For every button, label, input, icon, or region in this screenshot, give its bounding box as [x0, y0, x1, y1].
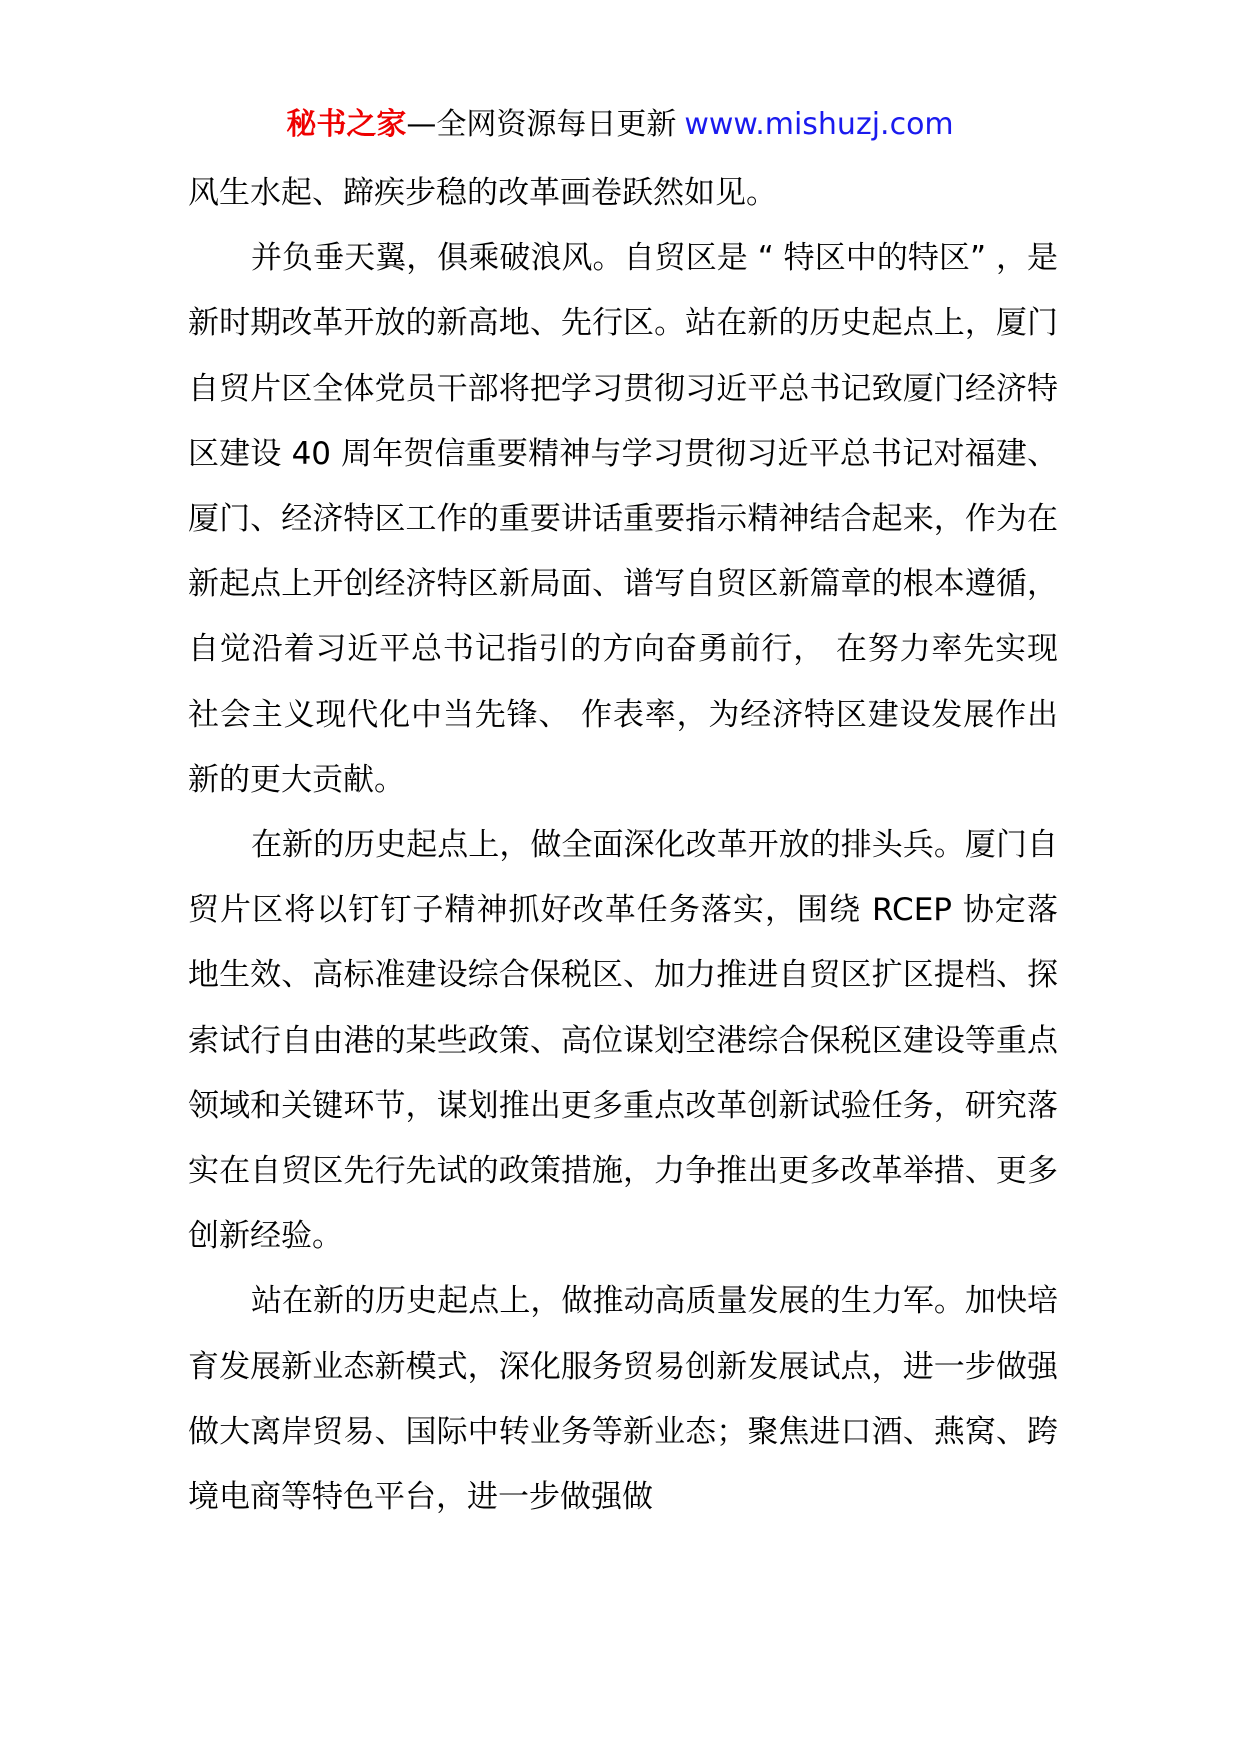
paragraph-free-trade-zone: 并负垂天翼，俱乘破浪风。自贸区是 “ 特区中的特区” ，是新时期改革开放的新高地、先行区。站在新的历史起点上，厦门自贸片区全体党员干部将把学习贯彻习近平总书记致厦门经济特区建设 40 周年贺信重要精神与学习贯彻习近平总书记对福建、厦门、经济特区工作的重要讲话重要指示精神结合起来，作为在新起点上开创经济特区新局面、谱写自贸区新篇章的根本遵循，自觉沿着习近平总书记指引的方向奋勇前行， 在努力率先实现社会主义现代化中当先锋、 作表率，为经济特区建设发展作出新的更大贡献。 — [188, 240, 1058, 798]
document-body — [188, 161, 1058, 1530]
header-tagline: —全网资源每日更新 — [406, 107, 677, 142]
page-header — [0, 100, 1240, 150]
paragraph-reform-opening: 在新的历史起点上，做全面深化改革开放的排头兵。厦门自贸片区将以钉钉子精神抓好改革任务落实，围绕 RCEP 协定落地生效、高标准建设综合保税区、加力推进自贸区扩区提档、探索试行自由港的某些政策、高位谋划空港综合保税区建设等重点领域和关键环节，谋划推出更多重点改革创新试验任务，研究落实在自贸区先行先试的政策措施，力争推出更多改革举措、更多创新经验。 — [188, 827, 1058, 1255]
site-url-link[interactable]: www.mishuzj.com — [684, 107, 954, 142]
paragraph-high-quality-development: 站在新的历史起点上，做推动高质量发展的生力军。加快培育发展新业态新模式，深化服务贸易创新发展试点，进一步做强做大离岸贸易、国际中转业务等新业态；聚焦进口酒、燕窝、跨境电商等特色平台，进一步做强做 — [188, 1283, 1058, 1516]
paragraph-continuation: 风生水起、蹄疾步稳的改革画卷跃然如见。 — [188, 175, 777, 211]
brand-name: 秘书之家 — [286, 107, 407, 142]
